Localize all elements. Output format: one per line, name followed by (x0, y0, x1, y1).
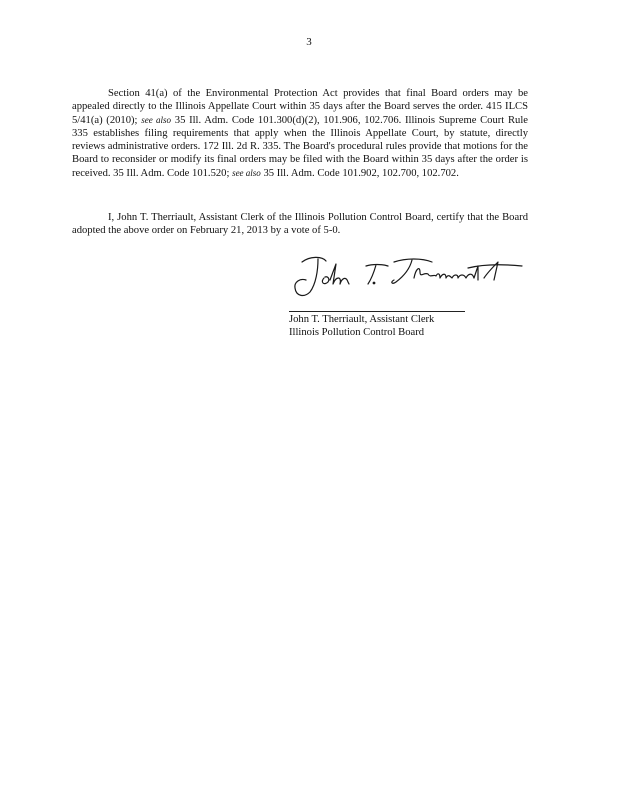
see-also-citation-2: see also (232, 167, 261, 178)
page-number: 3 (306, 36, 312, 48)
handwritten-signature (288, 252, 528, 302)
signer-name-title: John T. Therriault, Assistant Clerk (289, 314, 435, 325)
appeal-paragraph-intro: Section 41(a) of the Environmental Protection Act provides that final Board orders may be appealed directly to the Illinois Appellate Court within 35 days after the Board serves the order. 415 ILCS 5/41(a) (2010); (72, 88, 528, 126)
appeal-paragraph-mid: 35 Ill. Adm. Code 101.300(d)(2), 101.906, 102.706. Illinois Supreme Court Rule 335 establishes filing requirements that apply when the Illinois Appellate Court, by statute, directly reviews administrative orders. 172 Ill. 2d R. 335. The Board's procedural rules provide that motions for the Board to reconsider or modify its final orders may be filed with the Board within 35 days after the order is received. 35 Ill. Adm. Code 101.520; (72, 114, 528, 179)
signature-line (289, 311, 465, 312)
signer-organization: Illinois Pollution Control Board (289, 327, 425, 339)
appeal-paragraph-end: 35 Ill. Adm. Code 101.902, 102.700, 102.702. (263, 167, 459, 179)
appeal-paragraph (72, 87, 528, 180)
see-also-citation-1: see also (141, 114, 172, 125)
signature-block (289, 313, 434, 340)
certification-paragraph: I, John T. Therriault, Assistant Clerk of the Illinois Pollution Control Board, certify that the Board adopted the above order on February 21, 2013 by a vote of 5-0. (72, 212, 528, 237)
